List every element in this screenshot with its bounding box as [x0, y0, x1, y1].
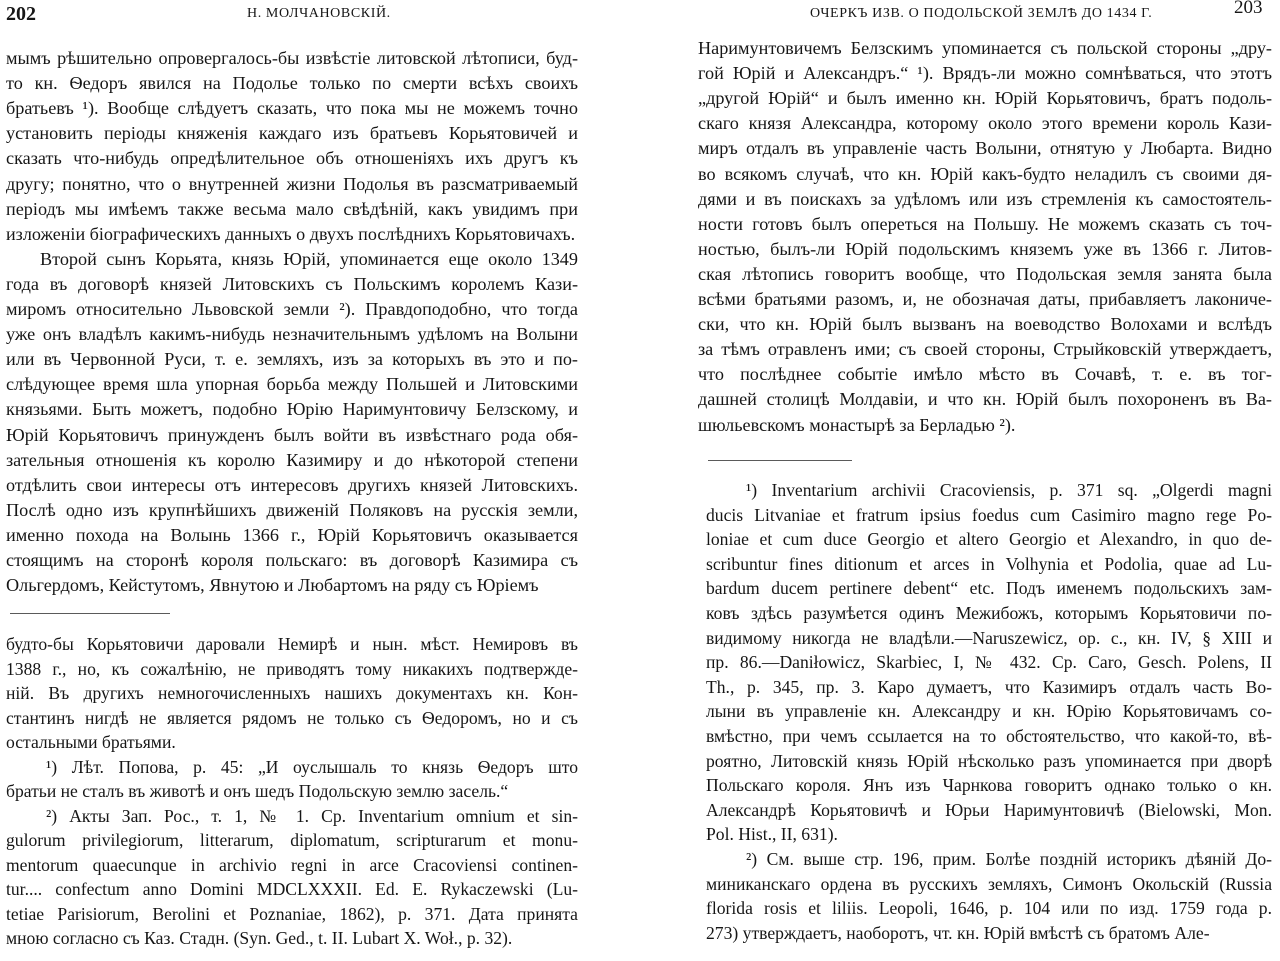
text-line: миръ отдалъ въ управленіе часть Волыни, отнятую у Любарта. Видно — [698, 138, 1272, 159]
footnote-line: 1388 г., но, къ сожалѣнію, не приводятъ тому никакихъ подтвержде- — [6, 658, 578, 679]
text-line: стоящимъ на сторонѣ короля польскаго: въ договорѣ Казимира съ — [6, 550, 578, 570]
footnote-line: ²) См. выше стр. 196, прим. Болѣе поздній историкъ дѣяній До- — [746, 849, 1272, 869]
footnote-line: 273) утверждаетъ, наоборотъ, чт. кн. Юрій вмѣстѣ съ братомъ Але- — [706, 922, 1210, 943]
text-line: ски, что кн. Юрій былъ вызванъ на воеводство Волохами и вслѣдъ — [698, 314, 1272, 335]
text-line: князьями. Быть можетъ, подобно Юрію Наримунтовичу Белзскому, и — [6, 399, 578, 420]
text-line: Ольгердомъ, Кейстутомъ, Явнутою и Любартомъ на ряду съ Юріемъ — [6, 575, 539, 596]
footnote-line: gulorum privilegiorum, litterarum, diplomatum, scripturarum et monu- — [6, 830, 578, 850]
text-line: года въ договорѣ князей Литовскихъ съ Польскимъ королемъ Кази- — [6, 273, 578, 294]
page-number: 203 — [1234, 0, 1263, 18]
text-line: братьевъ ¹). Вообще слѣдуетъ сказать, что пока мы не можемъ точно — [6, 98, 578, 119]
footnote-line: florida rosis et liliis. Leopoli, 1646, p. 104 или по изд. 1759 года p. — [706, 898, 1272, 919]
footnote-line: Польскаго короля. Янъ изъ Чарнкова говоритъ однако только о кн. — [706, 775, 1272, 796]
text-line: всѣми братьями разомъ, и, не обозначая даты, прибавляетъ лакониче- — [698, 289, 1272, 309]
footnote-line: будто-бы Корьятовичи даровали Немирѣ и нын. мѣст. Немировъ въ — [6, 634, 578, 654]
text-line: за тѣмъ отравленъ ими; съ своей стороны, Стрыйковскій утверждаетъ, — [698, 339, 1272, 360]
text-line: Юрій Корьятовичъ принужденъ былъ войти въ извѣстнаго рода обя- — [6, 424, 578, 445]
text-line: отдѣлить свои интересы отъ интересовъ другихъ князей Литовскихъ. — [6, 474, 578, 495]
text-line: что послѣднее событіе имѣло мѣсто въ Сочавѣ, т. е. въ тог- — [698, 364, 1272, 385]
footnote-line: стантинъ нигдѣ не является рядомъ не только съ Ѳедоромъ, но и съ — [6, 707, 578, 728]
footnote-line: ¹) Inventarium archivii Cracoviensis, p. 371 sq. „Olgerdi magni — [746, 480, 1272, 500]
footnote-line: видимому никогда не владѣли.—Naruszewicz, op. c., кн. IV, § XIII и — [706, 627, 1272, 648]
text-line: уже онъ владѣлъ какимъ-нибудь незначительнымъ удѣломъ на Волыни — [6, 324, 578, 345]
footnote-line: мною согласно съ Каз. Стадн. (Syn. Ged., t. II. Lubart X. Woł., p. 32). — [6, 928, 513, 948]
footnote-line: tetiae Parisiorum, Berolini et Poznaniae, 1862), p. 371. Дата принята — [6, 903, 578, 924]
page-number: 202 — [6, 3, 36, 25]
text-line: миромъ относительно Львовской земли ²). Правдоподобно, что тогда — [6, 299, 578, 319]
footnote-line: остальными братьями. — [6, 732, 176, 752]
text-line: Наримунтовичемъ Белзскимъ упоминается съ польской стороны „дру- — [698, 38, 1272, 58]
footnote-line: ducis Litvaniae et fratrum ipsius foedus cum Casimiro magno rege Po- — [706, 504, 1272, 525]
text-line: изложеніи біографическихъ данныхъ о двухъ послѣднихъ Корьятовичахъ. — [6, 223, 576, 244]
text-line: именно похода на Волынь 1366 г., Юрій Корьятовичъ оказывается — [6, 524, 578, 545]
text-line: зательныя отношенія къ королю Казимиру и до нѣкоторой степени — [6, 449, 578, 470]
text-line: или въ Червонной Руси, т. е. земляхъ, изъ за которыхъ въ это и по- — [6, 349, 578, 370]
footnote-line: Александрѣ Корьятовичѣ и Юрьи Наримунтовичѣ (Bielowski, Mon. — [706, 799, 1272, 820]
footnote-line: bardum ducem pertinere debent“ etc. Подъ именемъ подольскихъ зам- — [706, 578, 1272, 599]
right-page — [640, 0, 1280, 961]
footnote-line: ковъ здѣсь разумѣется одинъ Межибожъ, которымъ Корьятовичи по- — [706, 603, 1272, 623]
text-line: Послѣ одно изъ крупнѣйшихъ движеній Поляковъ на русскія земли, — [6, 499, 578, 520]
footnote-line: loniae et cum duce Georgio et altero Georgio et Alexandro, in quo de- — [706, 529, 1272, 550]
text-line: то кн. Ѳедоръ явился на Подолье только по смерти всѣхъ своихъ — [6, 73, 578, 94]
footnote-line: лыни въ управленіе кн. Александру и кн. Юрію Корьятовичамъ со- — [706, 701, 1272, 722]
footnote-line: mentorum quaecunque in archivio regni in arce Cracoviensi continen- — [6, 854, 578, 875]
text-line: ности готовъ былъ опереться на Польшу. Не можемъ сказать съ точ- — [698, 213, 1272, 234]
text-line: мымъ рѣшительно опровергалось-бы извѣстіе литовской лѣтописи, буд- — [6, 48, 578, 68]
footnote-line: роятно, Литовскій князь Юрій нѣсколько разъ упоминается при дворѣ — [706, 750, 1272, 771]
footnote-line: миниканскаго ордена въ русскихъ земляхъ, Симонъ Окольскій (Russia — [706, 873, 1272, 894]
text-line: скаго князя Александра, которому около этого времени король Кази- — [698, 113, 1272, 134]
footnote-line: ній. Въ другихъ немногочисленныхъ нашихъ документахъ кн. Кон- — [6, 683, 578, 703]
footnote-separator — [708, 460, 852, 461]
footnote-separator — [10, 613, 170, 614]
text-line: дями и въ поискахъ за удѣломъ или изъ стремленія къ самостоятель- — [698, 188, 1272, 209]
text-line: ская лѣтопись говоритъ вообще, что Подольская земля занята была — [698, 263, 1272, 284]
footnote-line: scribuntur fines ditionum et arces in Volhynia et Podolia, quae ad Lu- — [706, 553, 1272, 574]
footnote-line: ²) Акты Зап. Рос., т. 1, № 1. Ср. Inventarium omnium et sin- — [46, 805, 578, 826]
footnote-line: вмѣстно, при чемъ ссылается на то обстоятельство, что какой-то, вѣ- — [706, 726, 1272, 746]
footnote-line: Pol. Hist., II, 631). — [706, 824, 838, 845]
running-head: ОЧЕРКЪ ИЗВ. О ПОДОЛЬСКОЙ ЗЕМЛѢ ДО 1434 Г. — [810, 6, 1153, 21]
text-line: другу; понятно, что о внутренней жизни Подолья въ разсматриваемый — [6, 173, 578, 194]
text-line: дашней столицѣ Молдавіи, и что кн. Юрій былъ похороненъ въ Ва- — [698, 389, 1272, 410]
footnote-line: Th., p. 345, пр. 3. Каро думаетъ, что Казимиръ отдалъ часть Во- — [706, 676, 1272, 697]
text-line: слѣдующее время шла упорная борьба между Польшей и Литовскими — [6, 374, 578, 395]
text-line: гой Юрій и Александръ.“ ¹). Врядъ-ли можно сомнѣваться, что этотъ — [698, 63, 1272, 84]
text-line: шюльевскомъ монастырѣ за Берладью ²). — [698, 414, 1016, 435]
text-line: Второй сынъ Корьята, князь Юрій, упоминается еще около 1349 — [40, 248, 578, 269]
footnote-line: ¹) Лѣт. Попова, p. 45: „И оуслышаль то князь Ѳедоръ што — [46, 756, 578, 777]
text-line: ностью, былъ-ли Юрій подольскимъ княземъ уже въ 1366 г. Литов- — [698, 238, 1272, 259]
text-line: установить періоды княженія каждаго изъ братьевъ Корьятовичей и — [6, 123, 578, 144]
running-head: Н. МОЛЧАНОВСКІЙ. — [247, 6, 391, 21]
text-line: во всякомъ случаѣ, что кн. Юрій какъ-будто неладилъ съ своими дя- — [698, 163, 1272, 184]
text-line: сказать что-нибудь опредѣлительное объ отношеніяхъ ихъ другъ къ — [6, 148, 578, 169]
footnote-line: братьи не сталъ въ животѣ и онъ шедъ Подольскую землю засель.“ — [6, 781, 509, 801]
text-line: періодъ мы имѣемъ также весьма мало свѣдѣній, какъ увидимъ при — [6, 198, 578, 219]
text-line: „другой Юрій“ и былъ именно кн. Юрій Корьятовичъ, братъ подоль- — [698, 88, 1272, 109]
footnote-line: пр. 86.—Daniłowicz, Skarbiec, I, № 432. Cp. Caro, Gesch. Polens, II — [706, 652, 1272, 673]
footnote-line: tur.... confectum anno Domini MDCLXXXII. Ed. E. Rykaczewski (Lu- — [6, 879, 578, 899]
